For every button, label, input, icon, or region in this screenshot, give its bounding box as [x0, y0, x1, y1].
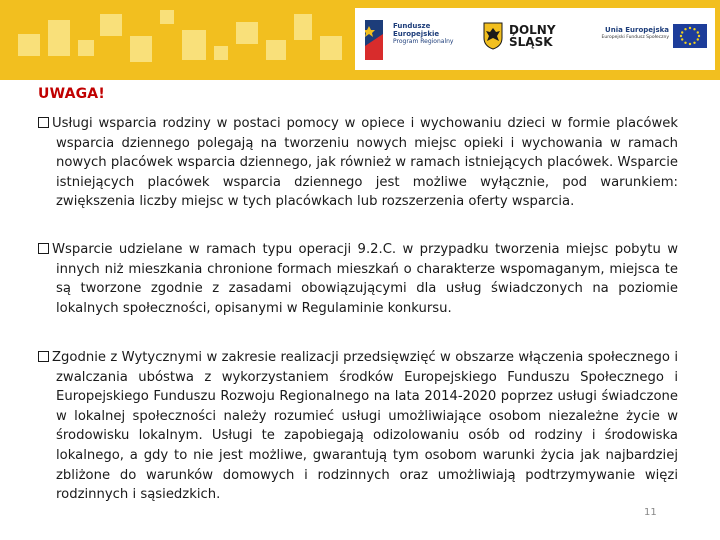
- paragraph-text: Zgodnie z Wytycznymi w zakresie realizacji przedsięwzięć w obszarze włączenia społecznego i zwalczania ubóstwa z wykorzystaniem środków Europejskiego Funduszu Społecznego i Europejskiego Funduszu Rozwoju Regionalnego na lata 2014-2020 poprzez usługi świadczone w lokalnej społeczności należy rozumieć usługi umożliwiające osobom niezależne życie w środowisku lokalnym. Usługi te zapobiegają odizolowaniu osób od rodziny i środowiska lokalnego, a gdy to nie jest możliwe, gwarantują tym osobom warunki życia jak najbardziej zbliżone do warunków domowych i rodzinnych oraz umożliwiają podtrzymywanie więzi rodzinnych i sąsiedzkich.: [52, 350, 678, 503]
- paragraph-3: [38, 348, 678, 505]
- paragraph-1: [38, 114, 678, 212]
- fundusze-europejskie-logo: [365, 18, 485, 62]
- page-title: UWAGA!: [38, 86, 105, 102]
- decor-square: [48, 20, 70, 56]
- checkbox-bullet-icon: [38, 351, 49, 362]
- eu-logo: [593, 22, 711, 56]
- checkbox-bullet-icon: [38, 117, 49, 128]
- decor-square: [182, 30, 206, 60]
- checkbox-bullet-icon: [38, 243, 49, 254]
- decor-square: [78, 40, 94, 56]
- eu-line1: Unia Europejska: [605, 26, 669, 34]
- decor-square: [294, 14, 312, 40]
- eu-line2: Europejski Fundusz Społeczny: [601, 35, 669, 40]
- fundusze-line2: Europejskie: [393, 30, 440, 38]
- page-number: 11: [644, 507, 657, 518]
- decor-square: [100, 14, 122, 36]
- logo-strip: [355, 8, 715, 70]
- paragraph-2: [38, 240, 678, 318]
- decor-square: [130, 36, 152, 62]
- dolny-slask-logo: [483, 22, 563, 58]
- paragraph-text: Usługi wsparcia rodziny w postaci pomocy w opiece i wychowaniu dzieci w formie placówek wsparcia dziennego polegają na tworzeniu nowych miejsc opieki i wychowania w ramach nowych placówek wsparcia dziennego, jak również w ramach istniejących placówek. Wsparcie istniejących placówek wsparcia dziennego jest możliwe wyłącznie, pod warunkiem: zwiększenia liczby miejsc w tych placówkach lub rozszerzenia oferty wsparcia.: [52, 116, 678, 210]
- fundusze-line3: Program Regionalny: [393, 38, 454, 45]
- paragraph-text: Wsparcie udzielane w ramach typu operacji 9.2.C. w przypadku tworzenia miejsc pobytu w innych niż mieszkania chronione formach mieszkań o charakterze wspomaganym, miejsca te są tworzone zgodnie z zasadami obowiązującymi dla usług świadczonych na poziomie lokalnych społeczności, opisanymi w Regulaminie konkursu.: [52, 242, 678, 316]
- decor-square: [320, 36, 342, 60]
- decor-square: [214, 46, 228, 60]
- decor-square: [18, 34, 40, 56]
- decor-square: [236, 22, 258, 44]
- fundusze-europejskie-icon: [365, 18, 387, 62]
- header-band: [0, 0, 720, 80]
- decor-square: [266, 40, 286, 60]
- dolny-slask-line2: ŚLĄSK: [509, 35, 553, 49]
- decor-square: [160, 10, 174, 24]
- eu-flag-icon: [673, 24, 707, 48]
- fundusze-line1: Fundusze: [393, 22, 431, 30]
- dolny-slask-eagle-shield-icon: [483, 22, 503, 50]
- dolny-slask-line1: DOLNY: [509, 23, 556, 37]
